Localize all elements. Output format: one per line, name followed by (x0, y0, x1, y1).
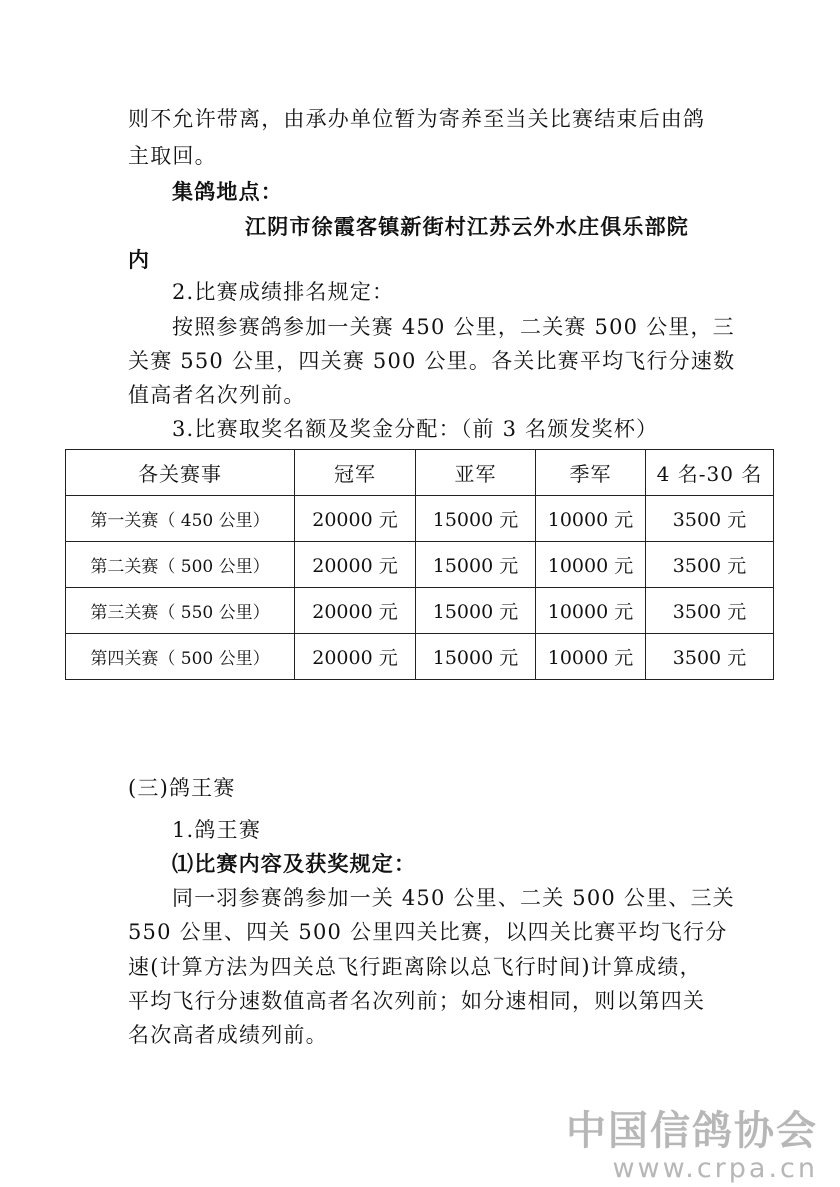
table-row (66, 588, 774, 634)
header-cell: 亚军 (416, 450, 536, 496)
subsection-heading: 1.鸽王赛 (172, 818, 262, 842)
assembly-location-address: 江阴市徐霞客镇新街村江苏云外水庄俱乐部院 (245, 214, 689, 239)
prize-allocation-heading: 3.比赛取奖名额及奖金分配：（前 3 名颁发奖杯） (172, 417, 659, 441)
paragraph-line: 则不允许带离，由承办单位暂为寄养至当关比赛结束后由鸽 (128, 107, 706, 131)
paragraph-line: 速(计算方法为四关总飞行距离除以总飞行时间)计算成绩， (128, 955, 702, 979)
watermark-url: www.crpa.cn (612, 1153, 818, 1184)
assembly-location-heading: 集鸽地点： (172, 179, 283, 204)
header-cell: 4 名-30 名 (646, 450, 774, 496)
table-cell: 第四关赛（ 500 公里） (66, 634, 295, 680)
table-cell: 3500 元 (646, 542, 774, 588)
table-cell: 3500 元 (646, 588, 774, 634)
table-cell: 10000 元 (536, 496, 646, 542)
watermark-name: 中国信鸽协会 (566, 1108, 818, 1154)
table-cell: 10000 元 (536, 588, 646, 634)
paragraph-line: 主取回。 (128, 144, 217, 168)
paragraph-line: 值高者名次列前。 (128, 383, 306, 407)
paragraph-line: 按照参赛鸽参加一关赛 450 公里，二关赛 500 公里，三 (172, 315, 735, 339)
table-cell: 第三关赛（ 550 公里） (66, 588, 295, 634)
table-cell: 20000 元 (295, 542, 416, 588)
table-cell: 20000 元 (295, 496, 416, 542)
header-cell: 季军 (536, 450, 646, 496)
table-cell: 第一关赛（ 450 公里） (66, 496, 295, 542)
paragraph-line: 同一羽参赛鸽参加一关 450 公里、二关 500 公里、三关 (172, 886, 735, 910)
table-cell: 10000 元 (536, 634, 646, 680)
table-cell: 20000 元 (295, 588, 416, 634)
section-heading: (三)鸽王赛 (128, 776, 236, 800)
table-row (66, 496, 774, 542)
table-cell: 15000 元 (416, 588, 536, 634)
table-cell: 10000 元 (536, 542, 646, 588)
paragraph-line: 关赛 550 公里，四关赛 500 公里。各关比赛平均飞行分速数 (128, 349, 736, 373)
rule-heading: ⑴比赛内容及获奖规定： (172, 851, 417, 876)
prize-table (65, 449, 774, 680)
table-cell: 15000 元 (416, 542, 536, 588)
assembly-location-address-cont: 内 (128, 247, 151, 272)
table-cell: 20000 元 (295, 634, 416, 680)
table-row (66, 542, 774, 588)
ranking-rule-heading: 2.比赛成绩排名规定： (172, 280, 395, 304)
paragraph-line: 550 公里、四关 500 公里四关比赛，以四关比赛平均飞行分 (128, 920, 728, 944)
table-cell: 3500 元 (646, 496, 774, 542)
table-cell: 15000 元 (416, 634, 536, 680)
table-header-row (66, 450, 774, 496)
table-cell: 第二关赛（ 500 公里） (66, 542, 295, 588)
paragraph-line: 平均飞行分速数值高者名次列前；如分速相同，则以第四关 (128, 989, 706, 1013)
paragraph-line: 名次高者成绩列前。 (128, 1023, 328, 1047)
header-cell: 冠军 (295, 450, 416, 496)
header-cell: 各关赛事 (66, 450, 295, 496)
table-cell: 15000 元 (416, 496, 536, 542)
table-row (66, 634, 774, 680)
watermark (566, 1108, 818, 1184)
table-cell: 3500 元 (646, 634, 774, 680)
